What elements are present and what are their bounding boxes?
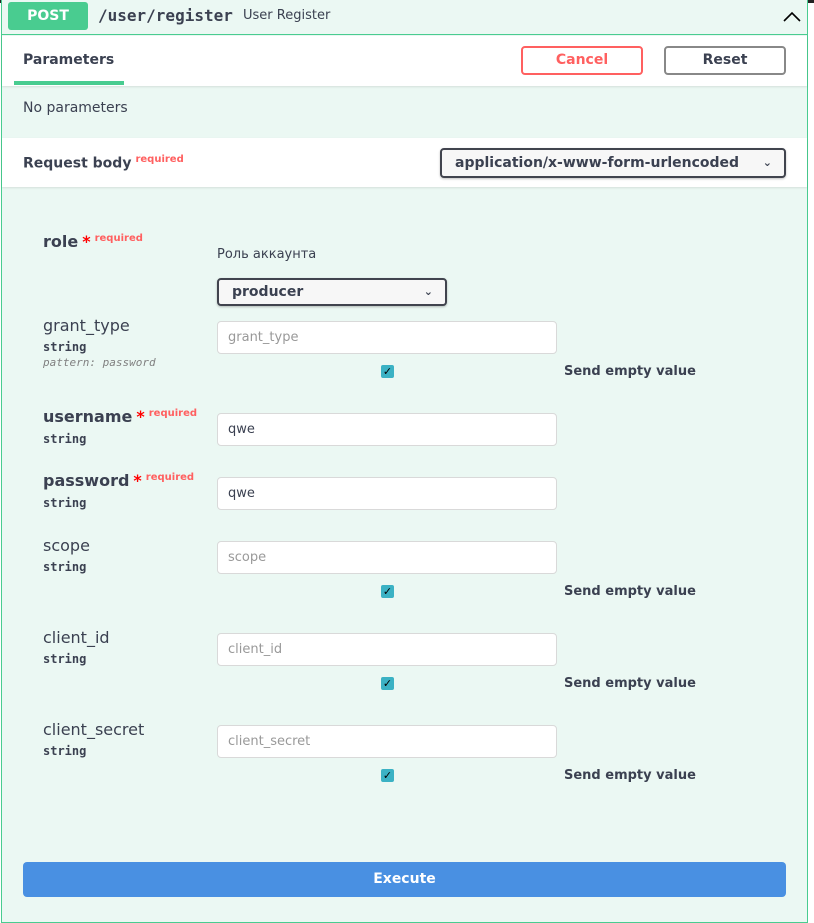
- scope-send-empty-checkbox[interactable]: ✓: [382, 585, 393, 598]
- scope-label: scope: [43, 536, 90, 555]
- password-input[interactable]: [217, 477, 557, 510]
- grant-type-label: grant_type: [43, 316, 130, 335]
- required-label: required: [135, 154, 184, 165]
- grant-type-pattern: pattern: password: [43, 356, 156, 369]
- send-empty-value-label: Send empty value: [564, 676, 696, 691]
- content-type-select[interactable]: [440, 148, 786, 178]
- content-type-value: application/x-www-form-urlencoded: [455, 155, 740, 171]
- no-parameters-text: No parameters: [23, 100, 128, 116]
- operation-block: [1, 0, 808, 923]
- chevron-down-icon: ⌄: [762, 156, 772, 169]
- send-empty-value-label: Send empty value: [564, 768, 696, 783]
- field-name: username: [43, 407, 133, 426]
- client-id-label: client_id: [43, 628, 110, 647]
- required-label: required: [94, 232, 143, 244]
- send-empty-value-label: Send empty value: [564, 584, 696, 599]
- chevron-up-icon[interactable]: [781, 6, 803, 28]
- operation-path: /user/register: [98, 6, 233, 25]
- client-id-send-empty-checkbox[interactable]: ✓: [382, 677, 393, 690]
- username-type: string: [43, 432, 87, 446]
- password-type: string: [43, 496, 87, 510]
- send-empty-value-label: Send empty value: [564, 364, 696, 379]
- required-star: *: [133, 471, 142, 490]
- grant-type-type: string: [43, 340, 87, 354]
- required-star: *: [82, 232, 91, 251]
- field-name: role: [43, 232, 79, 251]
- field-name: password: [43, 471, 130, 490]
- client-id-input[interactable]: [217, 633, 557, 666]
- required-label: required: [145, 471, 195, 483]
- tab-parameters[interactable]: Parameters: [23, 52, 115, 68]
- operation-summary: User Register: [243, 8, 331, 23]
- reset-button[interactable]: Reset: [664, 46, 786, 75]
- password-label: [43, 471, 194, 490]
- role-select[interactable]: [217, 278, 447, 306]
- request-body-label: Request body: [23, 155, 132, 172]
- client-secret-label: client_secret: [43, 720, 145, 739]
- client-secret-send-empty-checkbox[interactable]: ✓: [382, 769, 393, 782]
- execute-button[interactable]: Execute: [23, 862, 786, 897]
- username-input[interactable]: [217, 413, 557, 446]
- active-tab-indicator: [14, 81, 124, 85]
- client-secret-type: string: [43, 744, 87, 758]
- cancel-button[interactable]: Cancel: [521, 46, 643, 75]
- role-value: producer: [232, 284, 304, 300]
- role-description: Роль аккаунта: [217, 247, 317, 262]
- grant-type-send-empty-checkbox[interactable]: ✓: [382, 365, 393, 378]
- client-id-type: string: [43, 652, 87, 666]
- required-label: required: [148, 407, 198, 419]
- operation-header[interactable]: [2, 0, 807, 35]
- request-body-title: [23, 154, 184, 172]
- scope-type: string: [43, 560, 87, 574]
- scope-input[interactable]: [217, 541, 557, 574]
- role-label: [43, 232, 143, 251]
- chevron-down-icon: ⌄: [423, 285, 433, 298]
- grant-type-input[interactable]: [217, 321, 557, 354]
- method-badge: POST: [8, 2, 88, 30]
- required-star: *: [136, 407, 145, 426]
- client-secret-input[interactable]: [217, 725, 557, 758]
- username-label: [43, 407, 197, 426]
